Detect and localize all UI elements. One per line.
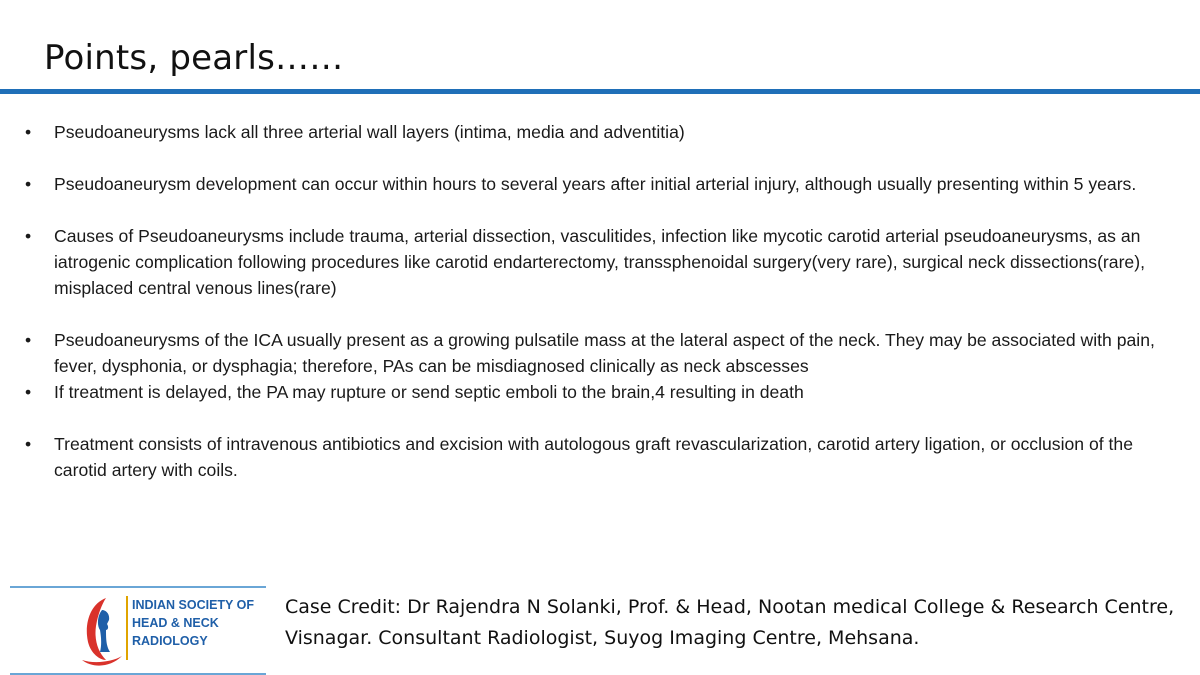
bullet-marker: • — [25, 174, 32, 194]
logo-line-1: INDIAN SOCIETY OF — [132, 598, 255, 612]
bullet-text: Pseudoaneurysms lack all three arterial wall layers (intima, media and adventitia) — [54, 122, 685, 142]
bullet-text: Causes of Pseudoaneurysms include trauma, arterial dissection, vasculitides, infection like mycotic carotid arterial pseudoaneurysms, as an iatrogenic complication following procedures like carotid endarterectomy, transsphenoidal surgery(very rare), surgical neck dissections(rare), misplaced central venous lines(rare) — [54, 226, 1145, 298]
bullet-item — [25, 379, 1185, 405]
bullet-list — [25, 119, 1185, 483]
logo-line-2: HEAD & NECK — [132, 616, 219, 630]
bullet-marker: • — [25, 226, 32, 246]
bullet-item — [25, 431, 1185, 483]
slide-title: Points, pearls…… — [44, 38, 344, 78]
bullet-item — [25, 171, 1185, 197]
bullet-item — [25, 119, 1185, 145]
bullet-text: Pseudoaneurysm development can occur within hours to several years after initial arterial injury, although usually presenting within 5 years. — [54, 174, 1137, 194]
bullet-item — [25, 223, 1185, 301]
bullet-marker: • — [25, 330, 32, 350]
title-divider — [0, 89, 1200, 94]
logo-wordmark — [126, 596, 268, 660]
case-credit: Case Credit: Dr Rajendra N Solanki, Prof. & Head, Nootan medical College & Research Centre, Visnagar. Consultant Radiologist, Suyog Imaging Centre, Mehsana. — [285, 596, 1175, 649]
bullet-marker: • — [25, 434, 32, 454]
bullet-text: If treatment is delayed, the PA may rupture or send septic emboli to the brain,4 resulting in death — [54, 382, 804, 402]
logo-line-3: RADIOLOGY — [132, 634, 208, 648]
bullet-item — [25, 327, 1185, 379]
bullet-marker: • — [25, 122, 32, 142]
bullet-text: Treatment consists of intravenous antibiotics and excision with autologous graft revascularization, carotid artery ligation, or occlusion of the carotid artery with coils. — [54, 434, 1133, 480]
society-logo — [10, 586, 266, 675]
head-neck-emblem-icon — [76, 594, 126, 668]
bullet-marker: • — [25, 382, 32, 402]
logo-top-rule — [10, 586, 266, 588]
bullet-text: Pseudoaneurysms of the ICA usually present as a growing pulsatile mass at the lateral aspect of the neck. They may be associated with pain, fever, dysphonia, or dysphagia; therefore, PAs can be misdiagnosed clinically as neck abscesses — [54, 330, 1155, 376]
